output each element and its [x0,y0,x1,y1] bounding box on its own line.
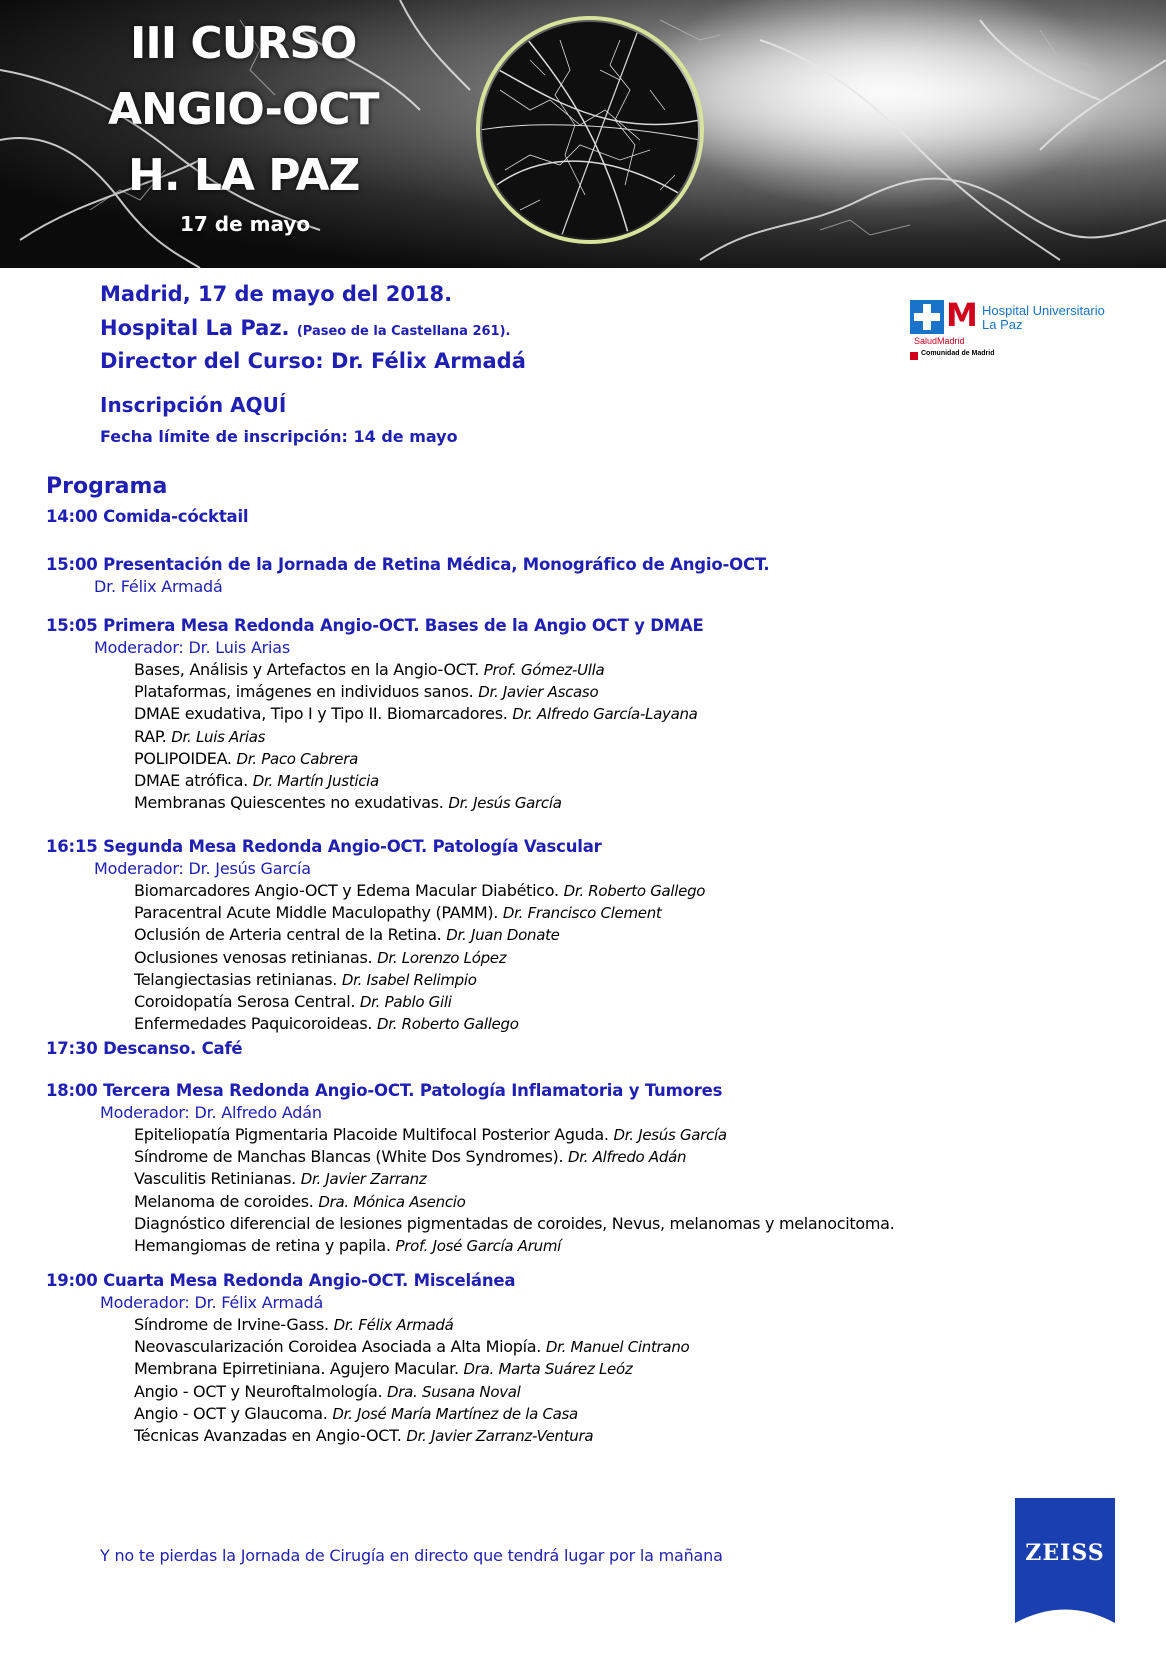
hospital-logo-mark: M [946,296,978,334]
talk-speaker: Dra. Mónica Asencio [318,1192,466,1211]
slot-title: 17:30 Descanso. Café [46,1039,243,1058]
hospital-logo-name-line2: La Paz [982,317,1023,332]
zeiss-logo-text: ZEISS [1025,1540,1105,1566]
talk-item [134,1336,1106,1358]
banner-title-line1: III CURSO [130,18,357,69]
banner-title-line2: ANGIO-OCT [108,84,379,135]
talk-topic: Epiteliopatía Pigmentaria Placoide Multifocal Posterior Aguda. [134,1125,609,1144]
talk-topic: Angio - OCT y Glaucoma. [134,1403,328,1423]
talk-item [134,924,1106,946]
registration-link[interactable]: Inscripción AQUÍ [100,393,287,417]
talk-item [134,703,1106,725]
talk-topic: DMAE exudativa, Tipo I y Tipo II. Biomarcadores. [134,704,508,724]
program-slot [46,506,1106,528]
talk-speaker: Dr. Jesús García [613,1126,727,1144]
talk-topic: Oclusión de Arteria central de la Retina. [134,925,442,945]
talk-item [134,1168,1106,1190]
slot-presenter: Dr. Félix Armadá [94,577,223,596]
talk-topic: Neovascularización Coroidea Asociada a Alta Miopía. [134,1337,542,1357]
program-title: Programa [46,474,168,499]
hospital-la-paz-logo [910,296,1120,370]
slot-title: 19:00 Cuarta Mesa Redonda Angio-OCT. Miscelánea [46,1271,516,1290]
registration-deadline: Fecha límite de inscripción: 14 de mayo [100,427,458,446]
talk-topic: Angio - OCT y Neuroftalmología. [134,1381,383,1401]
talk-topic: Paracentral Acute Middle Maculopathy (PAMM). [134,903,499,923]
talk-item [134,1358,1106,1380]
talk-speaker: Dr. Roberto Gallego [376,1015,519,1034]
talk-topic: Hemangiomas de retina y papila. [134,1236,391,1256]
talk-speaker: Dr. José María Martínez de la Casa [332,1404,578,1423]
hospital-logo-name-line1: Hospital Universitario [982,303,1105,318]
talk-item [134,726,1106,748]
talk-speaker: Dr. Javier Zarranz [300,1170,427,1189]
talk-topic: Melanoma de coroides. [134,1191,314,1211]
talk-speaker: Dr. Manuel Cintrano [545,1338,690,1357]
venue-name: Hospital La Paz. [100,316,290,340]
talk-item [134,681,1106,703]
comunidad-flag-icon [910,352,918,360]
talk-topic: Bases, Análisis y Artefactos en la Angio-OCT. [134,660,479,679]
talk-item [134,969,1106,991]
closing-note: Y no te pierdas la Jornada de Cirugía en directo que tendrá lugar por la mañana [100,1546,723,1565]
talk-item [134,947,1106,969]
header-banner [0,0,1166,268]
talk-speaker: Dr. Pablo Gili [359,993,452,1012]
talk-item [134,880,1106,902]
talk-speaker: Prof. Gómez-Ulla [483,661,605,679]
talk-speaker: Dr. Alfredo Adán [568,1148,687,1167]
talk-item [134,1403,1106,1425]
talk-speaker: Dr. Juan Donate [446,926,560,945]
talk-topic: Telangiectasias retinianas. [134,969,338,989]
talk-speaker: Dr. Martín Justicia [252,772,379,791]
talk-item [134,659,1106,681]
talk-topic: Vasculitis Retinianas. [134,1169,296,1189]
talk-speaker: Dr. Luis Arias [171,727,266,746]
talk-topic: Síndrome de Irvine-Gass. [134,1315,329,1334]
talk-item [134,770,1106,792]
program-slot [46,615,1106,814]
talk-topic: DMAE atrófica. [134,771,248,791]
slot-title: 15:05 Primera Mesa Redonda Angio-OCT. Bases de la Angio OCT y DMAE [46,616,704,635]
talk-speaker: Dr. Javier Ascaso [478,683,599,702]
talk-speaker: Dr. Lorenzo López [377,948,507,967]
medical-cross-icon [910,300,944,334]
talk-speaker: Dr. Félix Armadá [333,1316,454,1334]
hospital-logo-name [982,304,1105,332]
talk-speaker: Dra. Susana Noval [387,1382,521,1401]
talk-speaker: Dr. Roberto Gallego [563,882,706,900]
talk-topic: Membrana Epirretiniana. Agujero Macular. [134,1359,459,1379]
venue-address: (Paseo de la Castellana 261). [296,324,511,339]
slot-title: 16:15 Segunda Mesa Redonda Angio-OCT. Patología Vascular [46,837,602,856]
talk-item [134,1213,1106,1235]
talk-topic: Técnicas Avanzadas en Angio-OCT. [134,1426,402,1446]
zeiss-logo [1015,1498,1115,1623]
talk-topic: Coroidopatía Serosa Central. [134,992,356,1012]
event-venue [100,316,510,340]
talk-topic: Síndrome de Manchas Blancas (White Dos Syndromes). [134,1147,564,1167]
slot-title: 14:00 Comida-cócktail [46,507,249,526]
program-slot [46,1080,1106,1257]
talk-item [134,1124,1106,1146]
talk-item [134,748,1106,770]
slot-moderator: Moderador: Dr. Luis Arias [94,638,291,657]
talk-item [134,991,1106,1013]
talk-item [134,1013,1106,1035]
talk-item [134,902,1106,924]
slot-moderator: Moderador: Dr. Alfredo Adán [100,1103,322,1122]
talk-speaker: Dr. Javier Zarranz-Ventura [406,1427,594,1446]
talk-speaker: Dr. Francisco Clement [502,904,662,923]
talk-topic: Membranas Quiescentes no exudativas. [134,793,444,813]
talk-topic: POLIPOIDEA. [134,748,232,768]
event-place-date: Madrid, 17 de mayo del 2018. [100,282,453,306]
course-director: Director del Curso: Dr. Félix Armadá [100,349,526,373]
talk-speaker: Dr. Alfredo García-Layana [512,705,698,724]
program-slot [46,554,1106,598]
slot-title: 15:00 Presentación de la Jornada de Retina Médica, Monográfico de Angio-OCT. [46,555,770,574]
program-slot [46,1270,1106,1447]
talk-item [134,792,1106,814]
talk-item [134,1191,1106,1213]
program-slot [46,1038,1106,1060]
slot-title: 18:00 Tercera Mesa Redonda Angio-OCT. Patología Inflamatoria y Tumores [46,1081,723,1100]
banner-date: 17 de mayo [180,212,311,236]
talk-item [134,1314,1106,1336]
talk-speaker: Dr. Jesús García [448,794,562,813]
talk-item [134,1235,1106,1257]
salud-madrid-label: SaludMadrid [914,336,965,346]
talk-topic: Biomarcadores Angio-OCT y Edema Macular Diabético. [134,881,559,900]
slot-moderator: Moderador: Dr. Félix Armadá [100,1293,324,1312]
talk-topic: RAP. [134,726,167,746]
talk-item [134,1425,1106,1447]
talk-topic: Plataformas, imágenes en individuos sanos. [134,682,474,702]
talk-topic: Enfermedades Paquicoroideas. [134,1014,373,1034]
talk-speaker: Dr. Paco Cabrera [236,749,358,768]
talk-speaker: Dra. Marta Suárez Leóz [463,1360,633,1379]
talk-item [134,1146,1106,1168]
slot-moderator: Moderador: Dr. Jesús García [94,859,311,878]
talk-speaker: Dr. Isabel Relimpio [341,970,477,989]
banner-title-line3: H. LA PAZ [128,150,360,201]
program-slot [46,836,1106,1035]
comunidad-madrid-label: Comunidad de Madrid [921,350,995,357]
talk-topic: Oclusiones venosas retinianas. [134,947,373,967]
talk-item [134,1381,1106,1403]
talk-speaker: Prof. José García Arumí [395,1237,561,1256]
talk-topic: Diagnóstico diferencial de lesiones pigmentadas de coroides, Nevus, melanomas y melanocitoma. [134,1213,895,1233]
